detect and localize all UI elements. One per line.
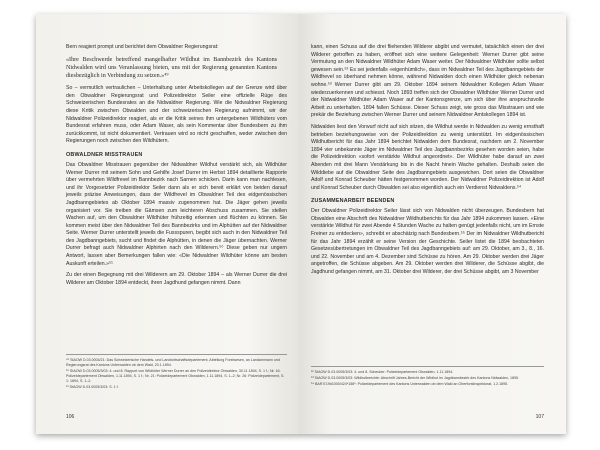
page-number: 106 bbox=[66, 414, 75, 420]
footnote: ⁴⁹ StAOW D.03.0004/21: Das Schweizerische Handels- und Landwirtschaftsdepartement, Abteilung Forstwesen, an Landammann und Regierungsrat des Kantons Unterwalden ob dem Wald, 20.1.1894. bbox=[66, 358, 280, 367]
body-paragraph: Nidwalden liest den Vorwurf nicht auf sich sitzen, die Wildhut werde in Nidwalden zu wenig ernsthaft betrieben beziehungsweise von der Polizeidirektion zu wenig unterstützt. Im eidgenössischen Wildhutbericht für das Jahr 1894 berichtet Nidwalden dem Bundesrat, nachdem am 2. November 1894 vier unbekannte Jäger im Nidwaldner Teil des Jagdbannbezirks gesehen worden seien, habe die Polizeidirektion «sofort verstärkte Wildhut angeordnet». Der Wildhüter habe darauf an zwei Abenden mit drei Mann Verstärkung bis in die Nacht hinein Wache gehalten. Deshalb seien die Wilddiebe auf die Obwaldner Seite des Jagdbanngebiets ausgewichen. Dort seien die Obwaldner Adolf und Konrad Scheuber hätten festgenommen worden. Der Nidwaldner Polizeidirektion ist Adolf und Konrad Scheuber durch Obwalden sei also eigentlich auch ein Verdienst Nidwaldens.⁵⁴ bbox=[311, 123, 544, 191]
section-heading: OBWALDNER MISSTRAUEN bbox=[66, 151, 143, 158]
left-page bbox=[36, 14, 299, 434]
body-paragraph: Zu der einen Begegnung mit drei Wilderern am 29. Oktober 1894 – als Werner Durrer die drei Wilderer am Oktober 1894 entdeckt, ihren Jagdhund gefangen nimmt. Dann bbox=[66, 272, 287, 286]
right-page bbox=[299, 14, 566, 434]
footnote: ⁵⁰ StAOW D.03.0005/3/03: 4. und 8. Rapport von Wildhüter Werner Durrer an den Polizeidirektor Obwalden, 30.11.1894, S. 1 f.; Nr. 16: Polizeidepartement Obwalden, 1.11.1894, S. 1 f.; Nr. 21: Polizeidepartement Obwalden, 1.11.1894, S. 1–2; Nr. 26: Polizeidepartement, S. 1: 1894, S. 1–2. bbox=[66, 369, 285, 383]
footnote: ⁵³ StAOW D.03.0005/3/03: Wildhutberichte: Abschrift Jahres-Bericht der Wildhut im Jagdbannbezirk des Kantons Nidwalden, 1895. bbox=[311, 376, 520, 380]
page-number: 107 bbox=[535, 414, 544, 420]
book-spread bbox=[36, 14, 566, 434]
body-paragraph: So – vermutlich vertraulichen – Unterhaltung unter Arbeitskollegen auf der Grenze wird über den Obwaldner Regierungsrat und Polizeidirektor Seiler eine offizielle Rüge des Schweizerischen Bundesrates an die Nidwaldner Regierung. Wie die Nidwaldner Regierung diese Kritik zwischen Obwalden und der schweizerischen Regierung aufnimmt, wir der Nidwaldner Polizeidirektor reagiert, als er die Kritik seines ihm untergebenen Wildhüters vom Bundesrat erfahren muss, oder Adam Waser, als sein Kommentar über Bundesbern zu ihm zurückkommt, ist nicht dokumentiert. Vertrauen wird so nicht geschaffen, weder zwischen den Regierungen noch zwischen den Wildhütern. bbox=[66, 85, 287, 145]
intro-paragraph: Bern reagiert prompt und berichtet dem Obwaldner Regierungsrat: bbox=[66, 44, 219, 50]
footnote: ⁵² StAOW D.03.0005/3/03: 4. und 8. Scheuber: Polizeidepartement Obwalden, 1.11.1894. bbox=[311, 370, 454, 374]
footnotes bbox=[66, 354, 287, 391]
footnote: ⁵¹ StAOW D.03.0005/3/03: S. 1 f. bbox=[66, 385, 119, 389]
body-paragraph: kann, einen Schuss auf die drei fliehenden Wilderer abgibt und vermutet, tatsächlich einen der drei Wilderer getroffen zu haben, eröffnet sich eine weitere Gelegenheit: Werner Durrer gibt seine Vermutung an den Nidwaldner Wildhüter Adam Waser weiter. Der Nidwaldner Wildhüter sollte selbst gewesen sein.⁵² Es sei jedenfalls «eigenhümlich», dass im Nidwaldner Teil des Jagdbanngebiets der Wildfrevel so überhand nehmen könne, während Nidwalden doch einen Wildhüter gleich nebenan wohne.⁵³ Werner Durrer gibt am 29. Oktober 1894 seinem Nidwaldner Kollegen Adam Waser wiederzuerkennen und schiesst. Noch 1893 treffen sich der Obwaldner Wildhüter Werner Durrer und der Nidwaldner Wildhüter Adam Waser auf der Kantonsgrenze, um sich über ihre anspruchsvolle Arbeit zu unterhalten. 1894 fallen Schüsse. Dieser Schuss zeigt, wie gross das Misstrauen und wie prekär die Beziehung zwischen Werner Durrer und seinem Nidwaldner Amtskollegen 1894 ist. bbox=[311, 44, 544, 119]
section-heading: ZUSAMMENARBEIT BEENDEN bbox=[311, 198, 395, 205]
body-paragraph: Der Obwaldner Polizeidirektor Seiler lässt sich von Nidwalden nicht überzeugen. Bundesbern hat Obwalden eine Abschrift des Nidwaldner Wildhutberichts für das Jahr 1894 zukommen lassen. «Eine verstärkte Wildhut für zwei Abende 4 Stunden Wache zu halten genügt jedenfalls nicht, um im Ernste Freiner zu entdecken», schreibt er abschätzig nach Bundesbern.⁵⁵ Der im Nidwaldner Wildhutbericht für das Jahr 1894 erzählt er seine Version der Geschichte. Seiler listet die 1894 beobachteten Gesetzesübertretungen im Obwaldner Teil des Jagdbanngebiets auf: am 29. Oktober, am 3., 8., 16. und 22. November und am 4. Dezember sind Schüsse zu hören. Am 29. Oktober werden drei Jäger angetroffen, die Schüsse abgeben. Am 29. Oktober werden drei Wilderer, die Schüsse abgibt, die Jagdhund gefangen nimmt, am 31. Oktober drei Wilderer, der drei Schüsse abgibt, am 3 November bbox=[311, 208, 544, 276]
body-paragraph: Das Obwaldner Misstrauen gegenüber der Nidwaldner Wildhut verstärkt sich, als Wildhüter Werner Durrer mit seinem Sohn und Gehilfe Josef Durrer im Herbst 1894 detaillierte Rapporte über vermehrten Wildfrevel im Bannbezirk nach Sarnen schicken. Darin kann man nachlesen, und ihr Vorgesetzter Polizeidirektor Seiler dann als er sich bereit erklärt von beiden darauf jeweils präzise Anweisungen, dass der Wildfrevel im Obwaldner Teil des eidgenössischen Jagdbanngebietes ab Oktober 1894 massiv zugenommen hat. Die Jäger gehen jeweils organisiert vor. Sie treiben die Gämsen zum leichteren Abschuss zusammen. Sie stellen Wachen auf, um den Obwaldner Wildhüter frühzeitig erkennen und flüchten zu können. Sie kommen meist über den Nidwaldner Teil des Bannbezirks und im Alphütten auf der Nidwaldner Seite. Werner Durrer unterstellt jeweils die Fussspuren, begibt sich auch in den Nidwaldner Teil des Jagdbanngebiets, sucht und findet die Alphütten, in denen die Jäger übernachten. Werner Durrer befragt auch Nidwaldner Alphirten nach den Wilderern.⁵⁰ Diese geben nur ungern Antwort, lassen aber Bemerkungen fallen wie: «Die Nidwaldner Wildhüter könne am besten Auskunft erteilen.»⁵¹ bbox=[66, 161, 287, 267]
footnote: ⁵⁴ BAR E19#1000/424*158*: Polizeidepartement des Kantons Unterwalden ob dem Wald an Oberforstinspektorat, 1.2.1895. bbox=[311, 382, 509, 386]
footnotes bbox=[311, 366, 544, 388]
block-quote: «Ihre Beschwerde betreffend mangelhafter Wildhut im Bannbezirk des Kantons Nidwalden wird uns Veranlassung bieten, uns mit der Regierung genannten Kantons diesbezüglich in Verbindung zu setzen.»⁴⁹ bbox=[66, 56, 277, 79]
